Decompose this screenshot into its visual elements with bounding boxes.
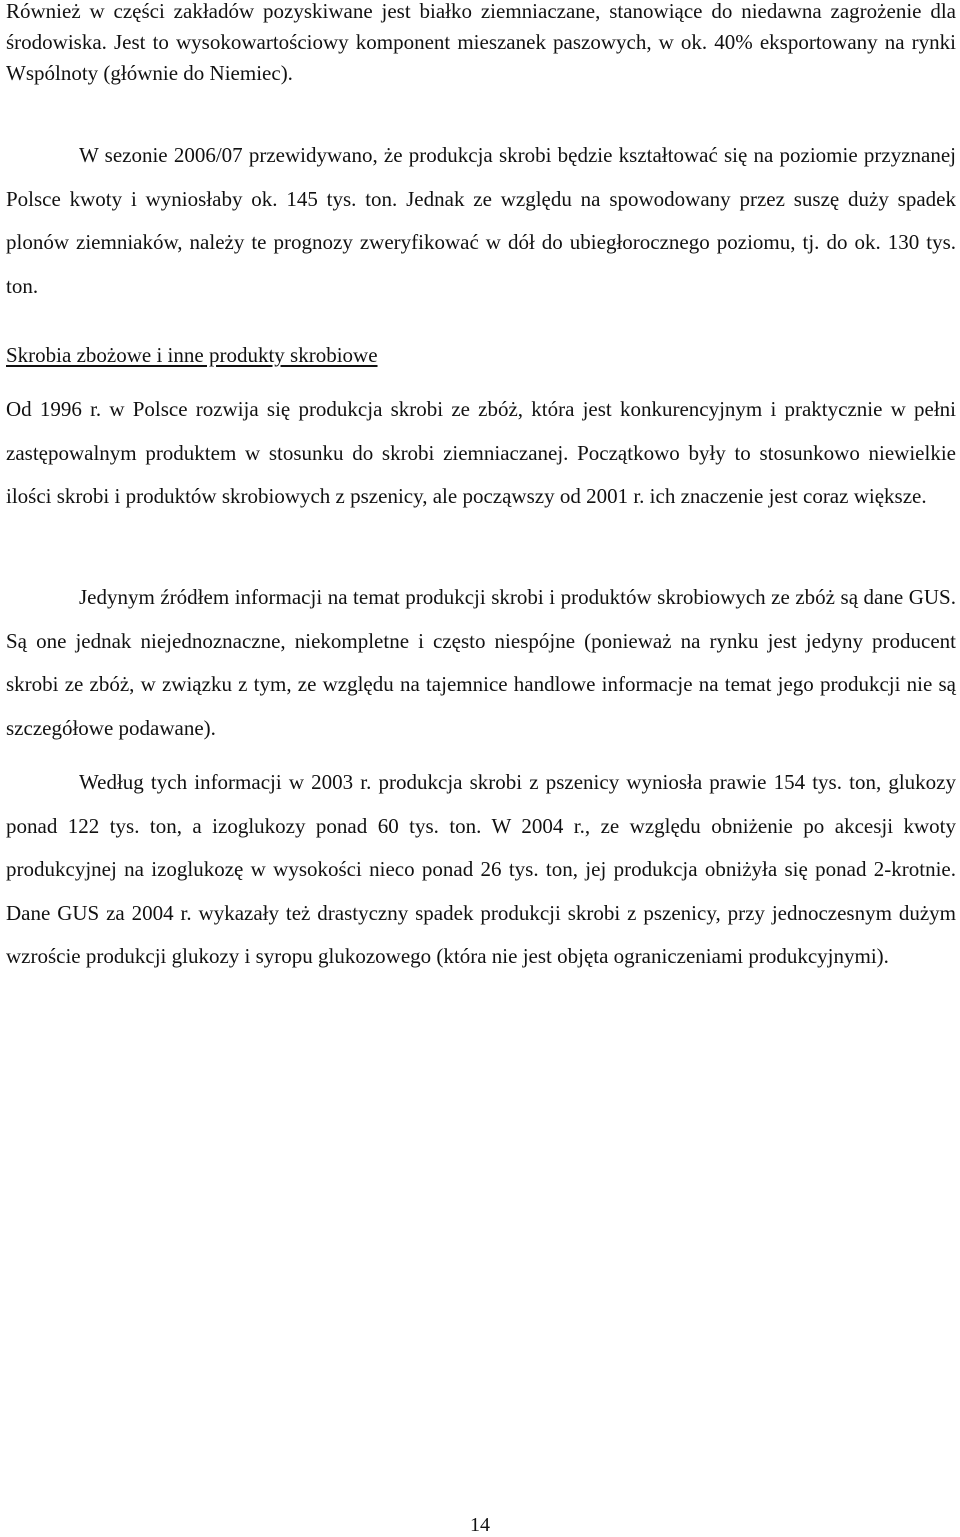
paragraph-production-2003-2004: Według tych informacji w 2003 r. produkcja skrobi z pszenicy wyniosła prawie 154 tys. ton, glukozy ponad 122 tys. ton, a izoglukozy ponad 60 tys. ton. W 2004 r., ze względu obniżenie po akcesji kwoty produkcyjnej na izoglukozę w wysokości nieco ponad 26 tys. ton, jej produkcja obniżyła się ponad 2-krotnie. Dane GUS za 2004 r. wykazały też drastyczny spadek produkcji skrobi z pszenicy, przy jednoczesnym dużym wzroście produkcji glukozy i syropu glukozowego (która nie jest objęta ograniczeniami produkcyjnymi). <box>6 770 956 968</box>
page-number: 14 <box>470 1514 490 1536</box>
paragraph-gus-data: Jedynym źródłem informacji na temat produkcji skrobi i produktów skrobiowych ze zbóż są dane GUS. Są one jednak niejednoznaczne, niekompletne i często niespójne (ponieważ na rynku jest jedyny producent skrobi ze zbóż, w związku z tym, ze względu na tajemnice handlowe informacje na temat jego produkcji nie są szczegółowe podawane). <box>6 585 956 740</box>
section-heading: Skrobia zbożowe i inne produkty skrobiowe <box>6 343 378 367</box>
paragraph-potato-protein: Również w części zakładów pozyskiwane jest białko ziemniaczane, stanowiące do niedawna zagrożenie dla środowiska. Jest to wysokowartościowy komponent mieszanek paszowych, w ok. 40% eksportowany na rynki Wspólnoty (głównie do Niemiec). <box>6 0 956 85</box>
paragraph-season-2006-07: W sezonie 2006/07 przewidywano, że produkcja skrobi będzie kształtować się na poziomie przyznanej Polsce kwoty i wyniosłaby ok. 145 tys. ton. Jednak ze względu na spowodowany przez suszę duży spadek plonów ziemniaków, należy te prognozy zweryfikować w dół do ubiegłorocznego poziomu, tj. do ok. 130 tys. ton. <box>6 143 956 298</box>
paragraph-cereal-starch: Od 1996 r. w Polsce rozwija się produkcja skrobi ze zbóż, która jest konkurencyjnym i praktycznie w pełni zastępowalnym produktem w stosunku do skrobi ziemniaczanej. Początkowo były to stosunkowo niewielkie ilości skrobi i produktów skrobiowych z pszenicy, ale począwszy od 2001 r. ich znaczenie jest coraz większe. <box>6 397 956 508</box>
